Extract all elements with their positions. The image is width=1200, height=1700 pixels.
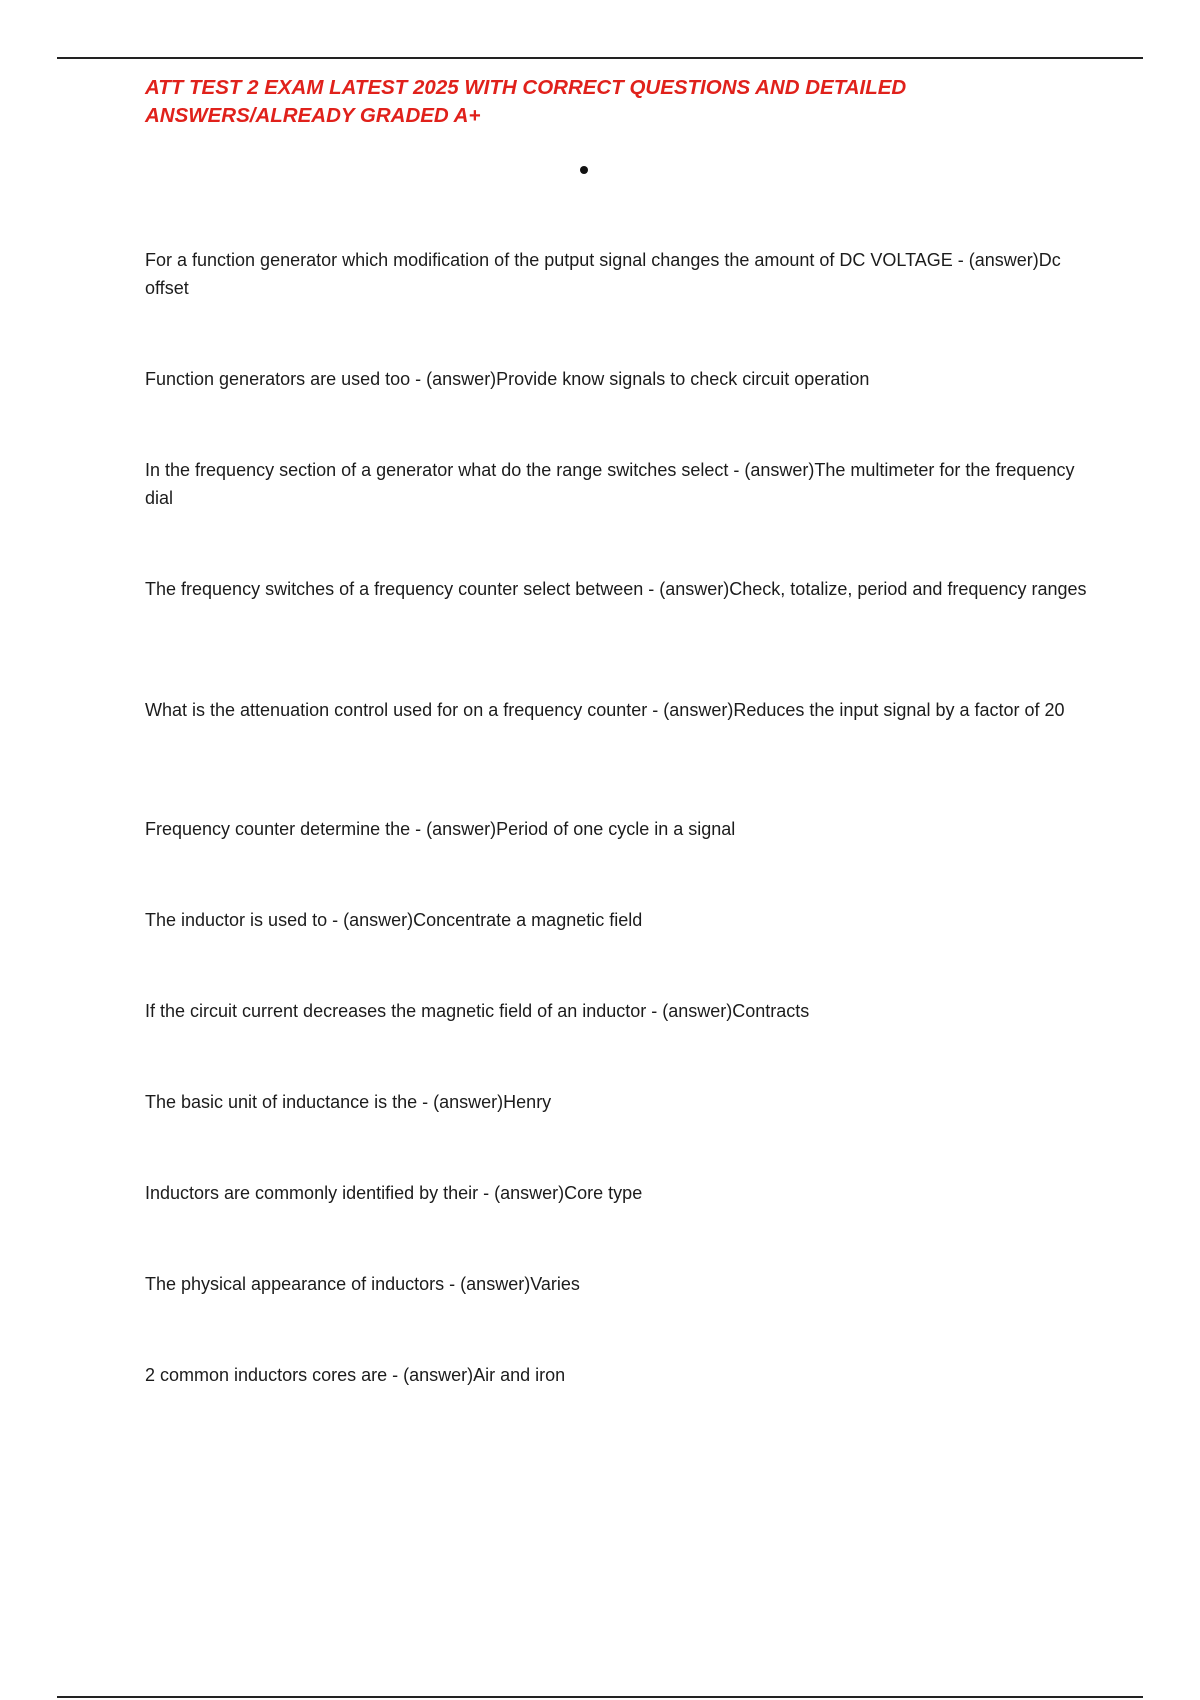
qa-item: For a function generator which modification of the putput signal changes the amount of DC VOLTAGE - (answer)Dc offset [145,250,1061,298]
qa-item: In the frequency section of a generator what do the range switches select - (answer)The multimeter for the frequency dial [145,460,1075,508]
qa-item: Inductors are commonly identified by their - (answer)Core type [145,1183,643,1203]
qa-item: The basic unit of inductance is the - (answer)Henry [145,1092,552,1112]
qa-item: 2 common inductors cores are - (answer)Air and iron [145,1365,566,1385]
qa-item: The frequency switches of a frequency counter select between - (answer)Check, totalize, period and frequency ranges [145,579,1087,599]
qa-item: What is the attenuation control used for on a frequency counter - (answer)Reduces the input signal by a factor of 20 [145,700,1065,720]
qa-item: The inductor is used to - (answer)Concentrate a magnetic field [145,910,643,930]
qa-item: The physical appearance of inductors - (answer)Varies [145,1274,580,1294]
qa-item: If the circuit current decreases the magnetic field of an inductor - (answer)Contracts [145,1001,810,1021]
header-rule [57,57,1143,59]
qa-item: Frequency counter determine the - (answer)Period of one cycle in a signal [145,819,736,839]
document-title: ATT TEST 2 EXAM LATEST 2025 WITH CORRECT QUESTIONS AND DETAILED ANSWERS/ALREADY GRADED A+ [145,76,907,127]
footer-rule [57,1696,1143,1698]
qa-item: Function generators are used too - (answer)Provide know signals to check circuit operation [145,369,870,389]
bullet-dot [580,166,588,174]
